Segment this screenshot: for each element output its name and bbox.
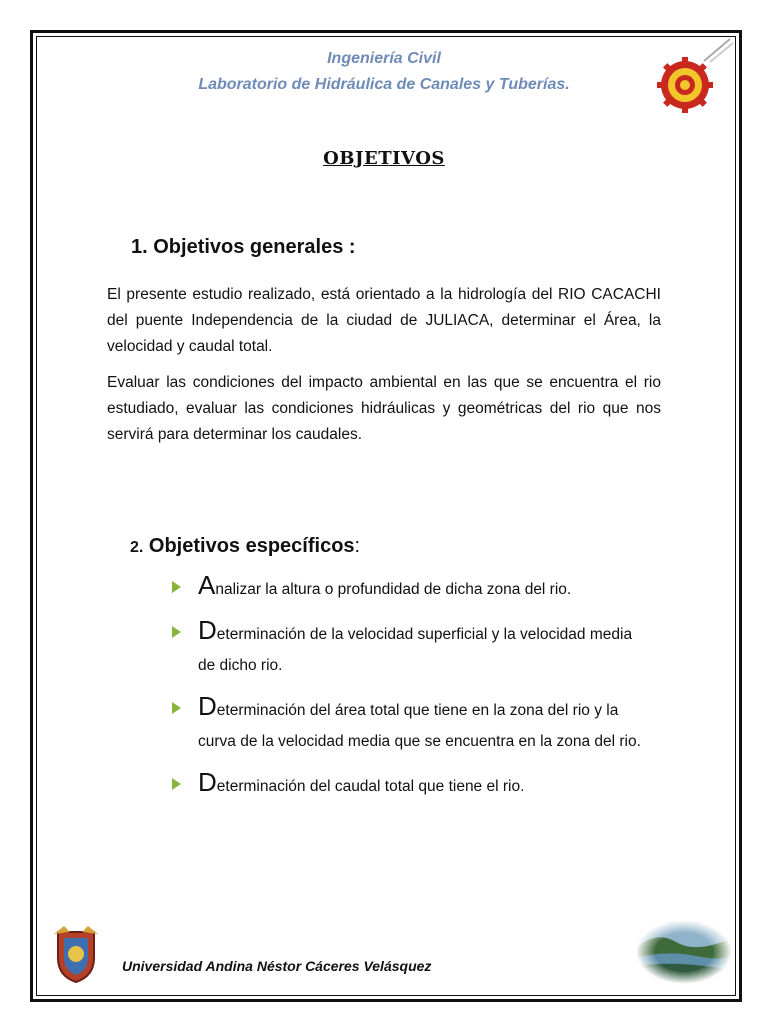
- objectives-list: [172, 572, 652, 814]
- header-faculty: Ingeniería Civil: [327, 50, 441, 67]
- university-shield-icon: [50, 922, 102, 984]
- section1-heading: 1. Objetivos generales :: [131, 236, 356, 258]
- drop-cap: D: [198, 615, 217, 645]
- arrow-bullet-icon: [172, 581, 181, 593]
- arrow-bullet-icon: [172, 702, 181, 714]
- drop-cap: A: [198, 570, 216, 600]
- drop-cap: D: [198, 691, 217, 721]
- drop-cap: D: [198, 767, 217, 797]
- list-item-text: nalizar la altura o profundidad de dicha zona del rio.: [215, 581, 572, 598]
- list-item: [172, 693, 652, 757]
- arrow-bullet-icon: [172, 626, 181, 638]
- page-border-inner: [36, 36, 736, 996]
- gear-logo-icon: [655, 55, 715, 115]
- header-lab: Laboratorio de Hidráulica de Canales y Tuberías.: [198, 76, 570, 93]
- section1-paragraph-2: Evaluar las condiciones del impacto ambiental en las que se encuentra el rio estudiado, evaluar las condiciones hidráulicas y geométricas del rio que nos servirá para determinar los caudales.: [107, 374, 661, 443]
- section1-paragraph-1: El presente estudio realizado, está orientado a la hidrología del RIO CACACHI del puente Independencia de la ciudad de JULIACA, determinar el Área, la velocidad y caudal total.: [107, 286, 661, 355]
- list-item: [172, 617, 652, 681]
- list-item: [172, 769, 652, 802]
- section2-heading: [130, 535, 360, 558]
- section2-colon: :: [354, 535, 361, 557]
- list-item-text: eterminación de la velocidad superficial y la velocidad media de dicho rio.: [198, 626, 633, 674]
- page-title: OBJETIVOS: [323, 148, 445, 169]
- list-item: [172, 572, 652, 605]
- section2-number: 2.: [130, 539, 144, 556]
- arrow-bullet-icon: [172, 778, 181, 790]
- landscape-photo: [636, 920, 732, 984]
- list-item-text: eterminación del caudal total que tiene el rio.: [216, 778, 525, 795]
- footer-university: Universidad Andina Néstor Cáceres Velásquez: [122, 958, 432, 974]
- section2-heading-text: Objetivos específicos: [148, 535, 355, 557]
- list-item-text: eterminación del área total que tiene en la zona del rio y la curva de la velocidad media que se encuentra en la zona del rio.: [198, 702, 641, 750]
